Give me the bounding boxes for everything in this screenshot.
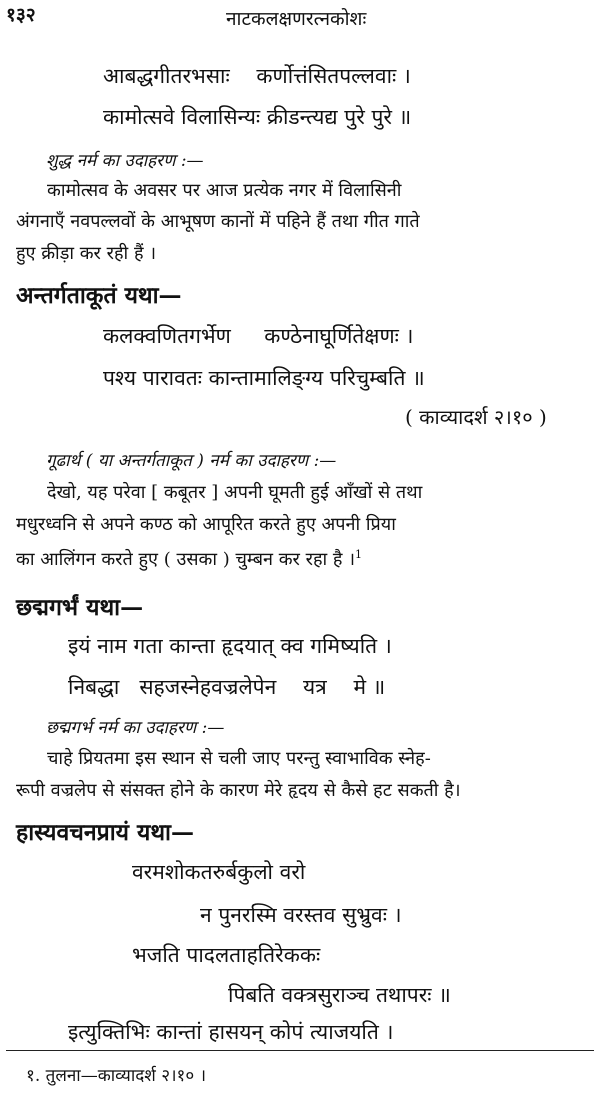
prose-line: चाहे प्रियतमा इस स्थान से चली जाए परन्तु स्वाभाविक स्नेह- — [47, 748, 431, 769]
footnote-marker: 1 — [355, 548, 363, 561]
verse-line: पिबति वक्त्रसुराञ्च तथापरः ॥ — [228, 983, 451, 1007]
prose-line: मधुरध्वनि से अपने कण्ठ को आपूरित करते हुए अपनी प्रिया — [16, 514, 396, 535]
section-heading: छद्मगर्भं यथा— — [16, 594, 144, 621]
running-head: नाटकलक्षणरत्नकोशः — [226, 8, 367, 30]
prose-line: देखो, यह परेवा [ कबूतर ] अपनी घूमती हुई आँखों से तथा — [47, 482, 423, 503]
example-label: शुद्ध नर्म का उदाहरण :— — [46, 151, 204, 171]
verse-line: इयं नाम गता कान्ता हृदयात् क्व गमिष्यति । — [68, 634, 392, 658]
example-label: गूढार्थ ( या अन्तर्गताकूत ) नर्म का उदाहरण :— — [46, 451, 337, 471]
footnote-text: १. तुलना—काव्यादर्श २।१० । — [26, 1066, 207, 1086]
prose-line: अंगनाएँ नवपल्लवों के आभूषण कानों में पहिने हैं तथा गीत गाते — [16, 211, 420, 232]
section-heading: अन्तर्गताकूतं यथा— — [16, 282, 182, 309]
footnote-divider — [6, 1050, 594, 1051]
verse-line: निबद्धा सहजस्नेहवज्रलेपेन यत्र मे ॥ — [68, 675, 386, 699]
example-label: छद्मगर्भ नर्म का उदाहरण :— — [46, 718, 225, 738]
prose-text: का आलिंगन करते हुए ( उसका ) चुम्बन कर रहा है । — [16, 549, 356, 570]
prose-line: कामोत्सव के अवसर पर आज प्रत्येक नगर में विलासिनी — [47, 180, 402, 201]
verse-line: वरमशोकतरुर्बकुलो वरो — [132, 860, 306, 884]
prose-line — [16, 549, 362, 569]
verse-line: आबद्धगीतरभसाः कर्णोत्तंसितपल्लवाः । — [103, 64, 411, 88]
verse-line: पश्य पारावतः कान्तामालिङ्ग्य परिचुम्बति ॥ — [103, 366, 425, 390]
section-heading: हास्यवचनप्रायं यथा— — [16, 819, 195, 846]
prose-line: हुए क्रीड़ा कर रही हैं । — [16, 243, 157, 264]
page-number: १३२ — [6, 4, 36, 26]
verse-line: न पुनरस्मि वरस्तव सुभ्रुवः । — [200, 903, 402, 927]
verse-line: भजति पादलताहतिरेककः — [132, 943, 321, 967]
source-citation: ( काव्यादर्श २।१० ) — [405, 405, 547, 429]
verse-line: कलक्वणितगर्भेण कण्ठेनाघूर्णितेक्षणः । — [103, 324, 414, 348]
verse-line: कामोत्सवे विलासिन्यः क्रीडन्त्यद्य पुरे पुरे ॥ — [103, 105, 412, 129]
verse-line: इत्युक्तिभिः कान्तां हासयन् कोपं त्याजयति । — [68, 1020, 394, 1044]
prose-line: रूपी वज्रलेप से संसक्त होने के कारण मेरे हृदय से कैसे हट सकती है। — [16, 780, 461, 801]
